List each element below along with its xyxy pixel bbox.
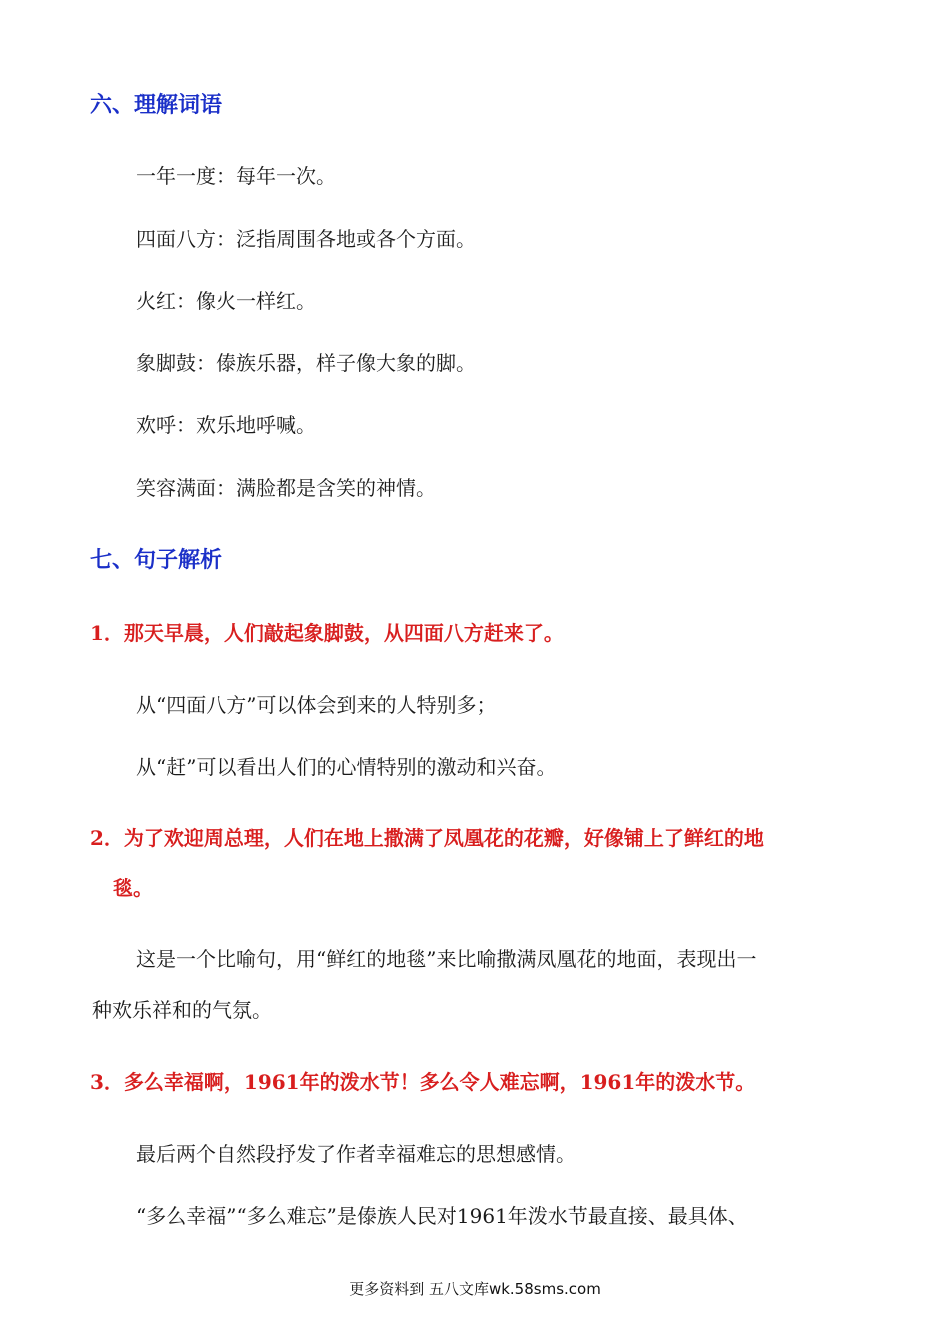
section-heading-sentence-analysis: 七、句子解析: [90, 548, 223, 573]
vocabulary-item: 欢呼：欢乐地呼喊。: [136, 413, 316, 437]
vocabulary-item: 一年一度：每年一次。: [136, 164, 336, 188]
vocabulary-item: 四面八方：泛指周围各地或各个方面。: [136, 227, 476, 251]
sentence-analysis-line: 从“赶”可以看出人们的心情特别的激动和兴奋。: [136, 755, 557, 779]
sentence-analysis-line: 种欢乐祥和的气氛。: [92, 998, 272, 1022]
sentence-analysis-line: 最后两个自然段抒发了作者幸福难忘的思想感情。: [136, 1142, 576, 1166]
sentence-analysis-line: 从“四面八方”可以体会到来的人特别多；: [136, 693, 497, 717]
vocabulary-item: 象脚鼓：傣族乐器，样子像大象的脚。: [136, 351, 476, 375]
vocabulary-item: 笑容满面：满脸都是含笑的神情。: [136, 476, 436, 500]
footer-link-text: 更多资料到 五八文库wk.58sms.com: [349, 1280, 601, 1298]
sentence-analysis-line: “多么幸福”“多么难忘”是傣族人民对1961年泼水节最直接、最具体、: [136, 1204, 748, 1228]
sentence-analysis-line: 这是一个比喻句，用“鲜红的地毯”来比喻撒满凤凰花的地面，表现出一: [136, 947, 757, 971]
sentence-title-3: 3．多么幸福啊，1961年的泼水节！多么令人难忘啊，1961年的泼水节。: [90, 1070, 756, 1094]
vocabulary-item: 火红：像火一样红。: [136, 289, 316, 313]
sentence-title-2-continued: 毯。: [113, 876, 153, 900]
sentence-title-1: 1．那天早晨，人们敲起象脚鼓，从四面八方赶来了。: [90, 621, 564, 645]
section-heading-vocabulary: 六、理解词语: [90, 93, 223, 118]
sentence-title-2: 2．为了欢迎周总理，人们在地上撒满了凤凰花的花瓣，好像铺上了鲜红的地: [90, 826, 764, 850]
